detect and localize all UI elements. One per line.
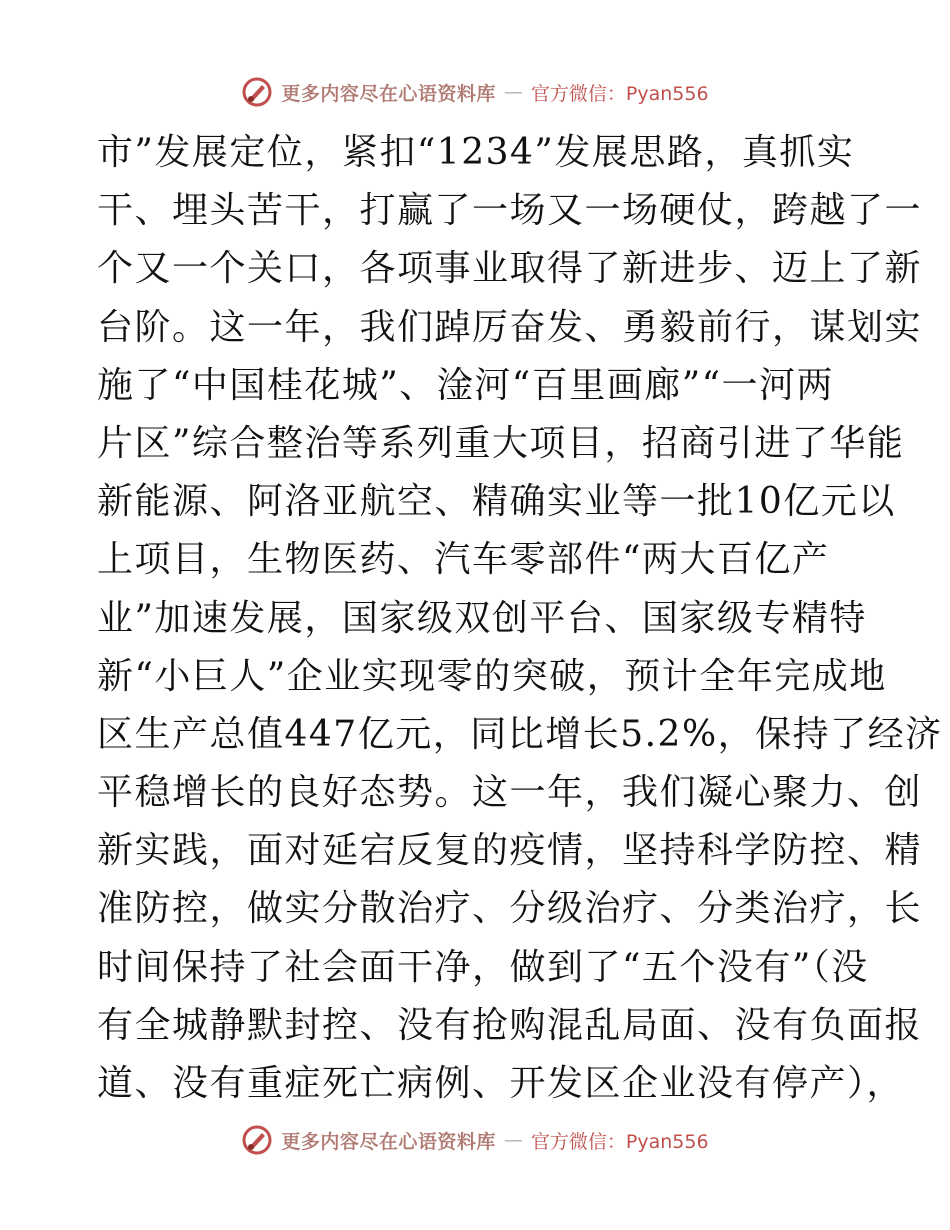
body-line: 施了“中国桂花城”、淦河“百里画廊”“一河两 [97, 364, 835, 406]
body-line: 准防控，做实分散治疗、分级治疗、分类治疗，长 [97, 888, 923, 930]
watermark-sub-text: 官方微信：Pyan556 [530, 1130, 709, 1153]
body-line: 有全城静默封控、没有抢购混乱局面、没有负面报 [97, 1004, 923, 1046]
watermark-dash: — [503, 1129, 523, 1151]
body-line: 干、埋头苦干，打赢了一场又一场硬仗，跨越了一 [97, 190, 923, 232]
body-line: 道、没有重症死亡病例、开发区企业没有停产）， [97, 1063, 905, 1104]
body-line: 台阶。这一年，我们踔厉奋发、勇毅前行，谋划实 [97, 306, 923, 348]
footer-watermark [0, 1120, 950, 1160]
watermark-main-text: 更多内容尽在心语资料库 [281, 82, 496, 105]
body-line: 业”加速发展，国家级双创平台、国家级专精特 [97, 597, 867, 639]
body-line: 上项目，生物医药、汽车零部件“两大百亿产 [97, 539, 830, 581]
body-line: 片区”综合整治等系列重大项目，招商引进了华能 [97, 422, 905, 464]
watermark-sub-text: 官方微信：Pyan556 [530, 82, 709, 105]
body-line: 市”发展定位，紧扣“1234”发展思路，真抓实 [97, 132, 855, 173]
body-line: 区生产总值447亿元，同比增长5.2%，保持了经济 [97, 713, 943, 755]
watermark-dash: — [503, 81, 523, 103]
body-line: 平稳增长的良好态势。这一年，我们凝心聚力、创 [97, 772, 923, 814]
body-line: 新能源、阿洛亚航空、精确实业等一批10亿元以 [97, 481, 896, 523]
watermark-logo-icon [241, 76, 273, 108]
watermark-logo-icon [241, 1124, 273, 1156]
watermark-main-text: 更多内容尽在心语资料库 [281, 1130, 496, 1153]
body-line: 新“小巨人”企业实现零的突破，预计全年完成地 [97, 655, 887, 697]
body-line: 个又一个关口，各项事业取得了新进步、迈上了新 [97, 248, 923, 290]
body-line: 新实践，面对延宕反复的疫情，坚持科学防控、精 [97, 830, 923, 872]
header-watermark [0, 72, 950, 112]
document-body [97, 124, 943, 1113]
body-line: 时间保持了社会面干净，做到了“五个没有”（没 [97, 946, 869, 988]
